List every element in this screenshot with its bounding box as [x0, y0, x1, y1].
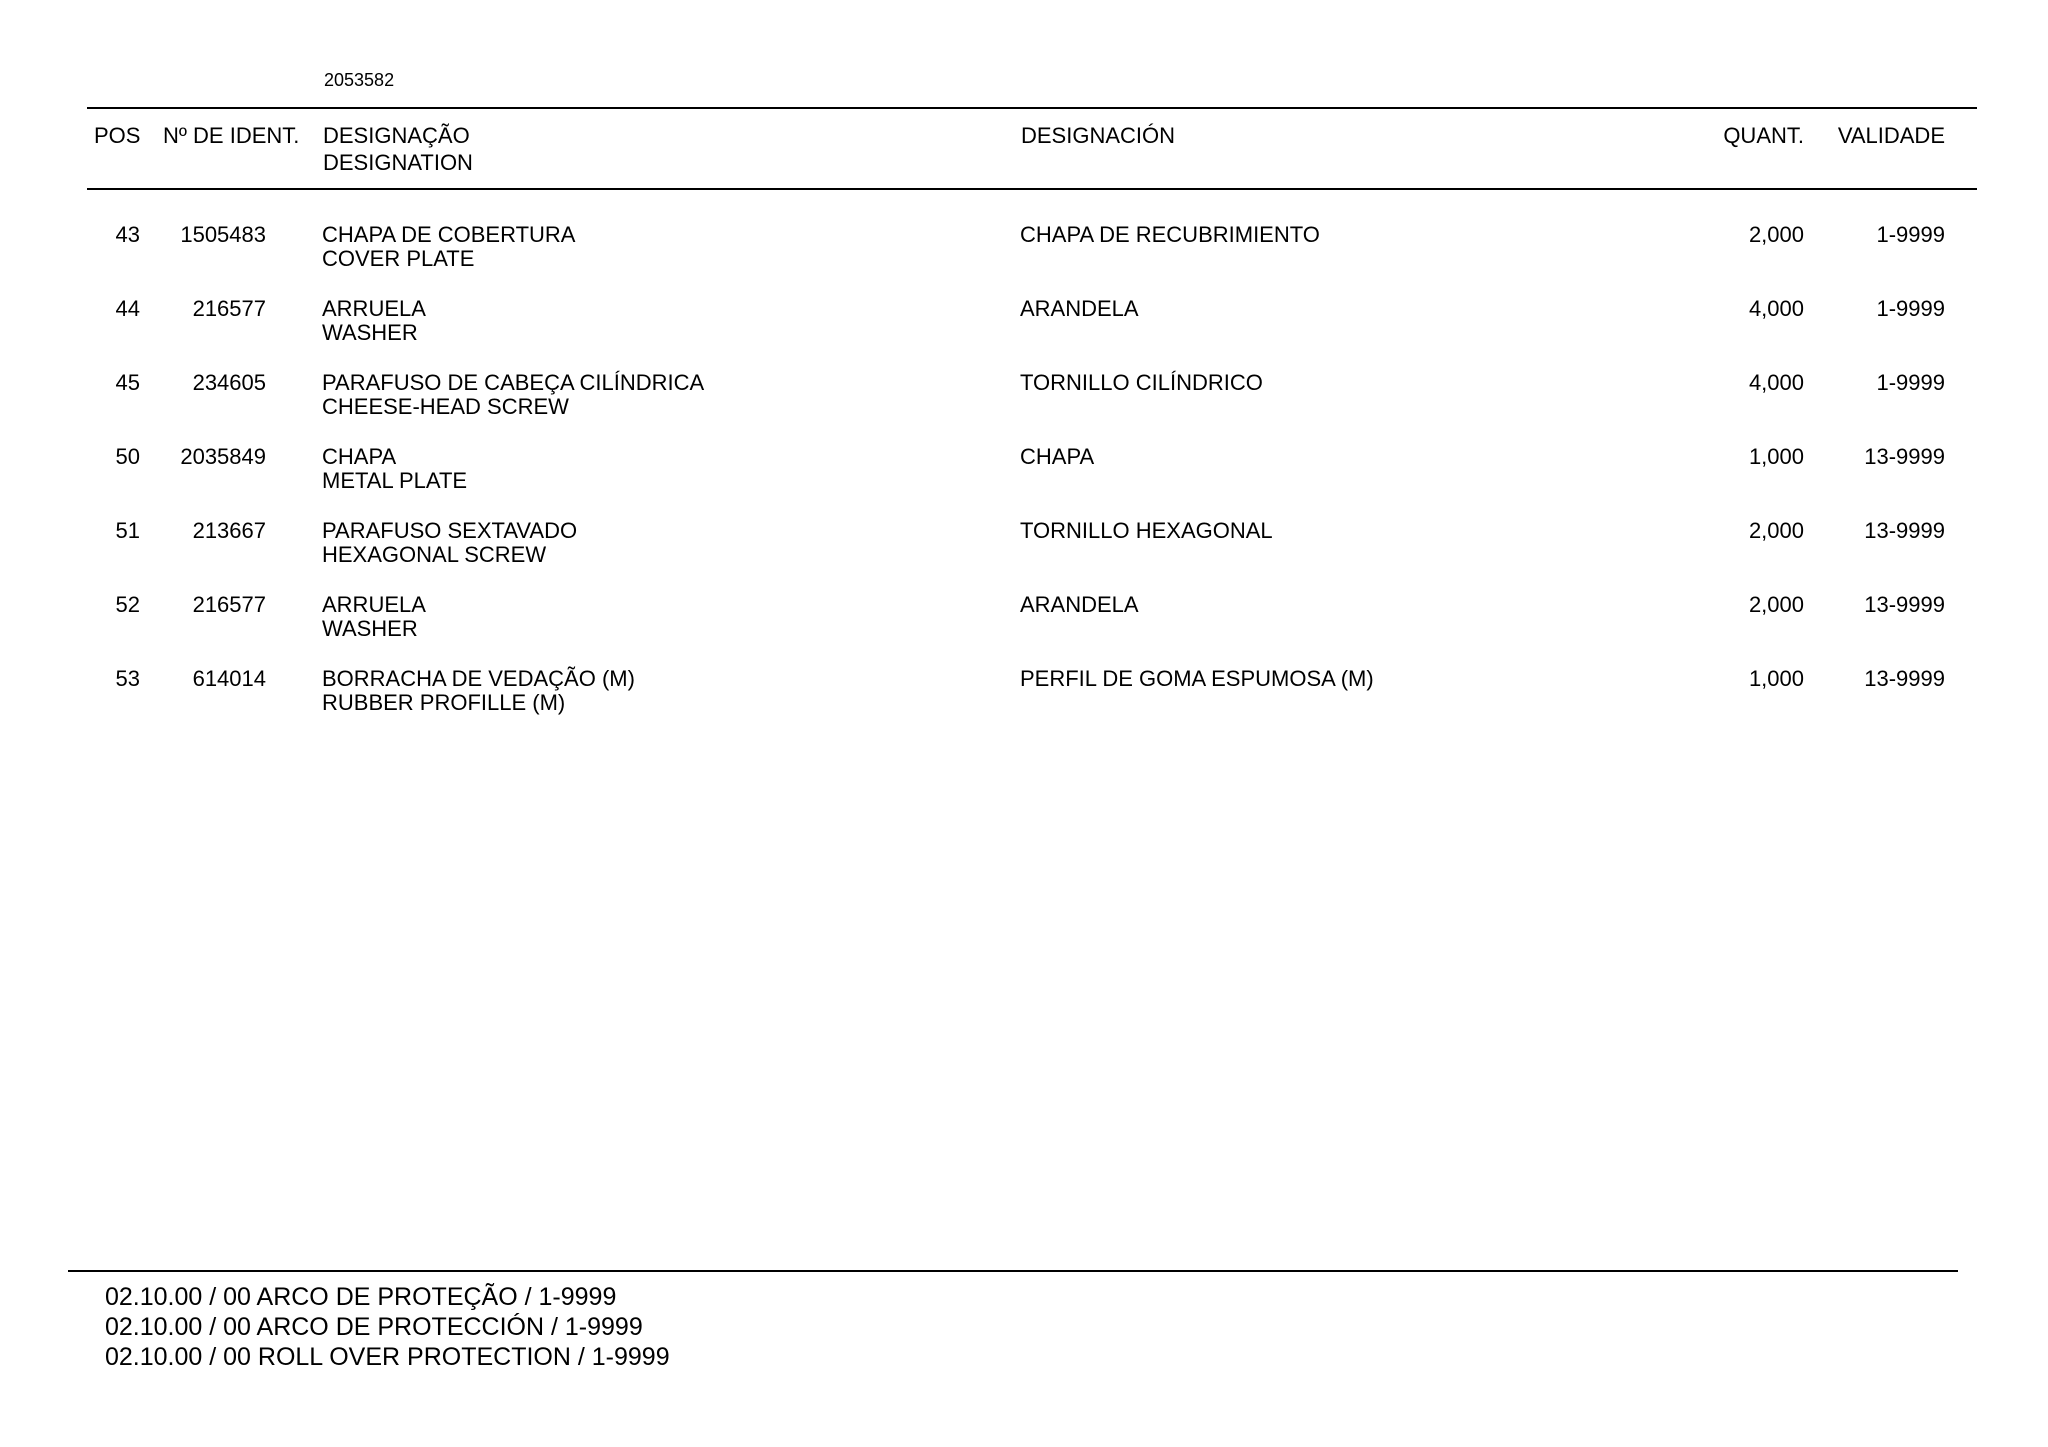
row-pos: 52	[115, 592, 140, 617]
top-divider	[87, 107, 1977, 109]
row-designation-es: TORNILLO HEXAGONAL	[1020, 518, 1273, 543]
row-designation-es: ARANDELA	[1020, 592, 1139, 617]
row-pos: 43	[115, 222, 140, 247]
row-designation-pt: ARRUELA	[322, 592, 426, 617]
footer-line-pt: 02.10.00 / 00 ARCO DE PROTEÇÃO / 1-9999	[105, 1283, 617, 1311]
row-quantity: 1,000	[1748, 666, 1804, 691]
footer-divider	[68, 1270, 1958, 1272]
row-designation-en: COVER PLATE	[322, 246, 475, 271]
row-quantity: 4,000	[1748, 296, 1804, 321]
row-designation-en: WASHER	[322, 320, 418, 345]
row-pos: 51	[115, 518, 140, 543]
header-validity: VALIDADE	[1837, 123, 1945, 148]
row-pos: 44	[115, 296, 140, 321]
row-designation-pt: CHAPA DE COBERTURA	[322, 222, 576, 247]
row-designation-pt: BORRACHA DE VEDAÇÃO (M)	[322, 666, 635, 691]
row-ident: 614014	[192, 666, 266, 691]
row-designation-es: CHAPA	[1020, 444, 1095, 469]
table-row	[0, 222, 2048, 296]
header-designation-es: DESIGNACIÓN	[1021, 123, 1176, 148]
row-quantity: 2,000	[1748, 592, 1804, 617]
header-designation-pt: DESIGNAÇÃO	[323, 123, 470, 148]
row-ident: 216577	[192, 296, 266, 321]
row-ident: 234605	[192, 370, 266, 395]
row-designation-en: HEXAGONAL SCREW	[322, 542, 547, 567]
footer-line-en: 02.10.00 / 00 ROLL OVER PROTECTION / 1-9999	[105, 1343, 670, 1371]
row-designation-en: RUBBER PROFILLE (M)	[322, 690, 566, 715]
table-row	[0, 592, 2048, 666]
table-row	[0, 444, 2048, 518]
row-pos: 53	[115, 666, 140, 691]
footer-line-es: 02.10.00 / 00 ARCO DE PROTECCIÓN / 1-9999	[105, 1313, 643, 1341]
row-pos: 45	[115, 370, 140, 395]
row-quantity: 1,000	[1748, 444, 1804, 469]
row-designation-es: ARANDELA	[1020, 296, 1139, 321]
row-designation-en: WASHER	[322, 616, 418, 641]
row-validity: 1-9999	[1876, 222, 1945, 247]
header-ident: Nº DE IDENT.	[163, 123, 300, 148]
row-validity: 1-9999	[1876, 296, 1945, 321]
row-quantity: 2,000	[1748, 222, 1804, 247]
row-designation-es: PERFIL DE GOMA ESPUMOSA (M)	[1020, 666, 1374, 691]
row-ident: 216577	[192, 592, 266, 617]
row-validity: 13-9999	[1864, 518, 1945, 543]
row-quantity: 2,000	[1748, 518, 1804, 543]
footer-section-reference	[105, 1282, 670, 1372]
row-pos: 50	[115, 444, 140, 469]
header-pos: POS	[94, 123, 141, 148]
row-designation-pt: CHAPA	[322, 444, 397, 469]
row-ident: 213667	[192, 518, 266, 543]
row-ident: 2035849	[180, 444, 266, 469]
table-row	[0, 296, 2048, 370]
row-validity: 13-9999	[1864, 444, 1945, 469]
row-designation-es: CHAPA DE RECUBRIMIENTO	[1020, 222, 1320, 247]
table-row	[0, 370, 2048, 444]
header-divider	[87, 188, 1977, 190]
header-designation-en: DESIGNATION	[323, 150, 473, 175]
row-validity: 13-9999	[1864, 666, 1945, 691]
row-designation-en: CHEESE-HEAD SCREW	[322, 394, 569, 419]
table-row	[0, 666, 2048, 740]
header-quantity: QUANT.	[1723, 123, 1804, 148]
row-designation-es: TORNILLO CILÍNDRICO	[1020, 370, 1263, 395]
row-designation-pt: PARAFUSO DE CABEÇA CILÍNDRICA	[322, 370, 705, 395]
row-designation-pt: PARAFUSO SEXTAVADO	[322, 518, 578, 543]
row-quantity: 4,000	[1748, 370, 1804, 395]
row-designation-en: METAL PLATE	[322, 468, 468, 493]
table-row	[0, 518, 2048, 592]
document-number: 2053582	[324, 70, 395, 90]
row-validity: 1-9999	[1876, 370, 1945, 395]
row-designation-pt: ARRUELA	[322, 296, 426, 321]
parts-table-body	[0, 222, 2048, 740]
row-validity: 13-9999	[1864, 592, 1945, 617]
row-ident: 1505483	[180, 222, 266, 247]
